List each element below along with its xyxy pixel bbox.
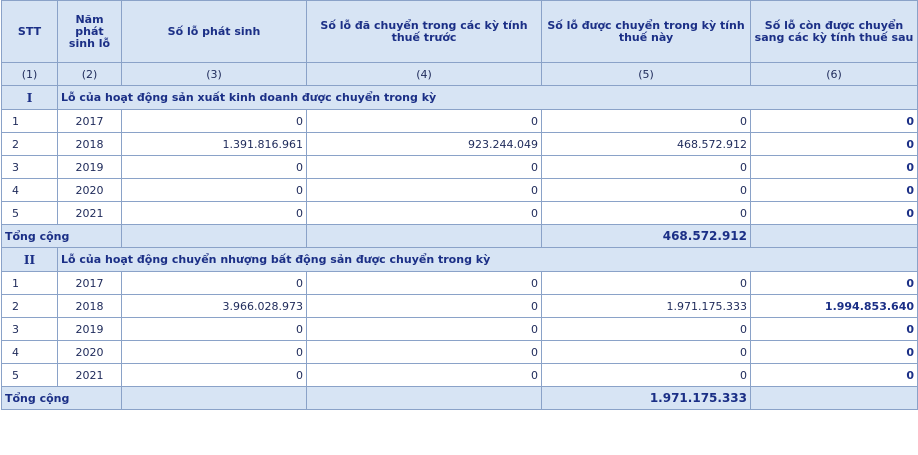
total-value: 468.572.912 <box>542 225 751 248</box>
section-number: II <box>2 248 58 272</box>
row-year: 2019 <box>58 318 122 341</box>
total-empty-cell <box>751 387 918 410</box>
total-row <box>2 387 918 410</box>
row-transferred-now: 0 <box>542 318 751 341</box>
table-row <box>2 110 918 133</box>
row-stt: 4 <box>2 179 58 202</box>
row-stt: 1 <box>2 272 58 295</box>
header-remaining: Số lỗ còn được chuyển sang các kỳ tính thuế sau <box>751 1 918 63</box>
row-loss: 0 <box>122 110 307 133</box>
column-number: (5) <box>542 63 751 86</box>
column-number-row <box>2 63 918 86</box>
row-stt: 2 <box>2 295 58 318</box>
table-row <box>2 295 918 318</box>
row-year: 2021 <box>58 202 122 225</box>
total-row <box>2 225 918 248</box>
table-row <box>2 364 918 387</box>
total-label: Tổng cộng <box>2 225 122 248</box>
total-empty-cell <box>122 387 307 410</box>
table-row <box>2 341 918 364</box>
row-remaining: 0 <box>751 341 918 364</box>
row-year: 2017 <box>58 272 122 295</box>
header-row <box>2 1 918 63</box>
table-row <box>2 202 918 225</box>
row-loss: 0 <box>122 364 307 387</box>
total-empty-cell <box>307 387 542 410</box>
section-number: I <box>2 86 58 110</box>
total-value: 1.971.175.333 <box>542 387 751 410</box>
header-loss: Số lỗ phát sinh <box>122 1 307 63</box>
row-transferred-prev: 0 <box>307 156 542 179</box>
row-transferred-prev: 0 <box>307 341 542 364</box>
row-transferred-prev: 923.244.049 <box>307 133 542 156</box>
header-stt: STT <box>2 1 58 63</box>
row-transferred-prev: 0 <box>307 364 542 387</box>
row-stt: 4 <box>2 341 58 364</box>
row-transferred-prev: 0 <box>307 179 542 202</box>
row-remaining: 1.994.853.640 <box>751 295 918 318</box>
section-title: Lỗ của hoạt động sản xuất kinh doanh được chuyển trong kỳ <box>58 86 918 110</box>
column-number: (3) <box>122 63 307 86</box>
row-transferred-prev: 0 <box>307 295 542 318</box>
row-remaining: 0 <box>751 364 918 387</box>
column-number: (6) <box>751 63 918 86</box>
row-transferred-now: 0 <box>542 110 751 133</box>
header-year: Năm phát sinh lỗ <box>58 1 122 63</box>
row-stt: 3 <box>2 318 58 341</box>
row-loss: 3.966.028.973 <box>122 295 307 318</box>
row-loss: 1.391.816.961 <box>122 133 307 156</box>
row-transferred-now: 468.572.912 <box>542 133 751 156</box>
row-transferred-prev: 0 <box>307 202 542 225</box>
row-transferred-now: 0 <box>542 179 751 202</box>
table-row <box>2 318 918 341</box>
row-loss: 0 <box>122 179 307 202</box>
row-transferred-now: 0 <box>542 156 751 179</box>
table-row <box>2 156 918 179</box>
row-loss: 0 <box>122 318 307 341</box>
row-stt: 5 <box>2 202 58 225</box>
total-label: Tổng cộng <box>2 387 122 410</box>
row-year: 2021 <box>58 364 122 387</box>
row-loss: 0 <box>122 202 307 225</box>
row-loss: 0 <box>122 156 307 179</box>
section-header <box>2 248 918 272</box>
total-empty-cell <box>122 225 307 248</box>
row-stt: 5 <box>2 364 58 387</box>
row-remaining: 0 <box>751 156 918 179</box>
row-stt: 1 <box>2 110 58 133</box>
row-loss: 0 <box>122 341 307 364</box>
row-year: 2018 <box>58 295 122 318</box>
section-title: Lỗ của hoạt động chuyển nhượng bất động sản được chuyển trong kỳ <box>58 248 918 272</box>
column-number: (4) <box>307 63 542 86</box>
row-stt: 3 <box>2 156 58 179</box>
table-row <box>2 179 918 202</box>
row-remaining: 0 <box>751 110 918 133</box>
row-transferred-now: 0 <box>542 272 751 295</box>
row-transferred-now: 1.971.175.333 <box>542 295 751 318</box>
row-loss: 0 <box>122 272 307 295</box>
header-transferred-prev: Số lỗ đã chuyển trong các kỳ tính thuế trước <box>307 1 542 63</box>
header-transferred-now: Số lỗ được chuyển trong kỳ tính thuế này <box>542 1 751 63</box>
row-remaining: 0 <box>751 133 918 156</box>
row-transferred-prev: 0 <box>307 110 542 133</box>
row-year: 2017 <box>58 110 122 133</box>
row-stt: 2 <box>2 133 58 156</box>
row-transferred-now: 0 <box>542 364 751 387</box>
row-transferred-prev: 0 <box>307 272 542 295</box>
table-row <box>2 133 918 156</box>
row-year: 2018 <box>58 133 122 156</box>
row-remaining: 0 <box>751 272 918 295</box>
row-year: 2020 <box>58 179 122 202</box>
loss-carryforward-table <box>1 0 918 410</box>
column-number: (2) <box>58 63 122 86</box>
section-header <box>2 86 918 110</box>
row-year: 2019 <box>58 156 122 179</box>
total-empty-cell <box>307 225 542 248</box>
row-transferred-prev: 0 <box>307 318 542 341</box>
row-remaining: 0 <box>751 202 918 225</box>
total-empty-cell <box>751 225 918 248</box>
column-number: (1) <box>2 63 58 86</box>
row-remaining: 0 <box>751 179 918 202</box>
row-transferred-now: 0 <box>542 341 751 364</box>
row-year: 2020 <box>58 341 122 364</box>
row-remaining: 0 <box>751 318 918 341</box>
table-row <box>2 272 918 295</box>
row-transferred-now: 0 <box>542 202 751 225</box>
